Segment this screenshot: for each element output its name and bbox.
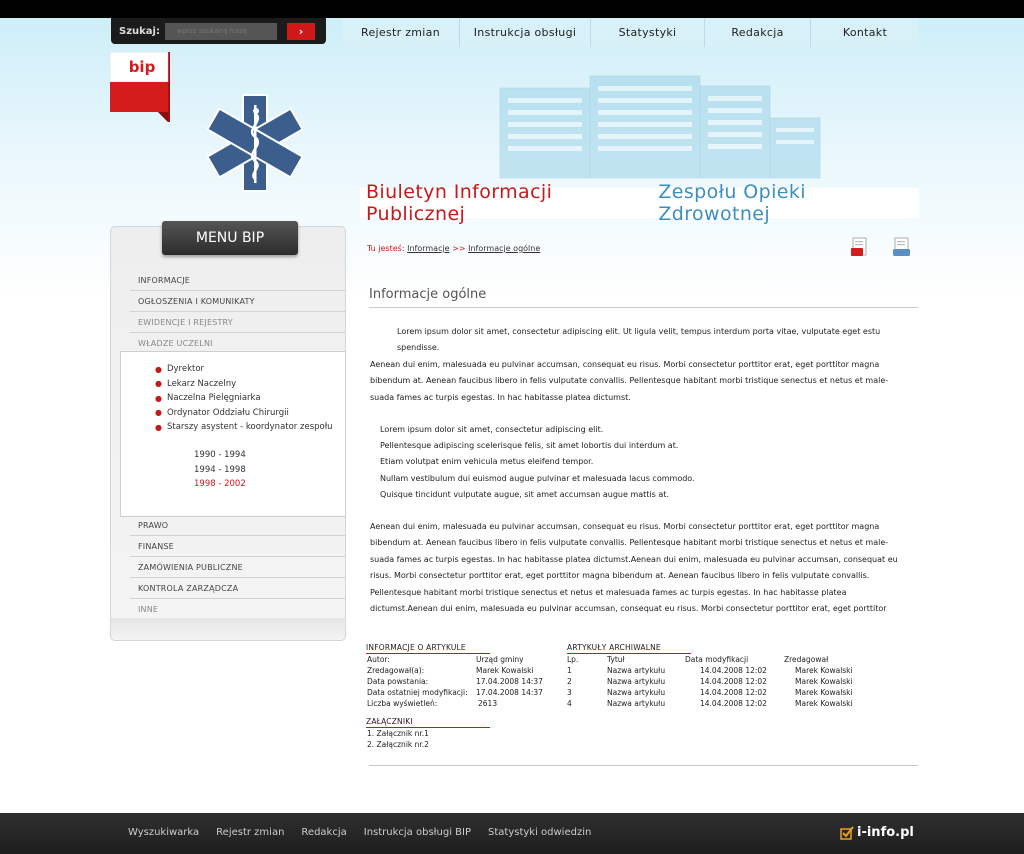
archive-header-lp: Lp. bbox=[567, 655, 579, 664]
info-value-data-modyfikacji: 17.04.2008 14:37 bbox=[476, 688, 543, 697]
menu-header: MENU BIP bbox=[162, 221, 298, 255]
breadcrumb bbox=[367, 244, 540, 253]
attachment-link[interactable]: 2. Załącznik nr.2 bbox=[367, 740, 429, 749]
footer-brand-text: i-info.pl bbox=[857, 825, 914, 840]
archive-cell-author: Marek Kowalski bbox=[795, 666, 853, 675]
nav-link-kontakt[interactable]: Kontakt bbox=[842, 26, 888, 39]
article-info-title: INFORMACJE O ARTYKULE bbox=[366, 643, 490, 654]
submenu-item[interactable]: ● Naczelna Pielęgniarka bbox=[155, 393, 261, 404]
sidebar-item-prawo[interactable]: PRAWO bbox=[130, 515, 346, 536]
year-range-item-active[interactable]: 1998 - 2002 bbox=[194, 479, 246, 489]
info-value-data-powstania: 17.04.2008 14:37 bbox=[476, 677, 543, 686]
archive-header-zredagowal: Zredagował bbox=[784, 655, 829, 664]
attachments-title: ZAŁĄCZNIKI bbox=[366, 717, 490, 728]
search-bar bbox=[111, 18, 326, 44]
footer-link-wyszukiwarka[interactable]: Wyszukiwarka bbox=[128, 827, 200, 838]
paragraph-1-first: Lorem ipsum dolor sit amet, consectetur adipiscing elit. Ut ligula velit, tempus interdum porta vitae, vulputate eget estu spendisse. bbox=[397, 327, 881, 353]
breadcrumb-label: Tu jesteś: bbox=[367, 244, 405, 253]
archive-cell-lp: 4 bbox=[567, 699, 572, 708]
archive-cell-title-link[interactable]: Nazwa artykułu bbox=[607, 688, 666, 697]
bip-logo-text: bip bbox=[128, 58, 156, 76]
footer-link-instrukcja[interactable]: Instrukcja obsługi BIP bbox=[363, 827, 471, 838]
archive-cell-author: Marek Kowalski bbox=[795, 699, 853, 708]
archive-cell-date: 14.04.2008 12:02 bbox=[700, 677, 767, 686]
search-input[interactable] bbox=[165, 23, 277, 40]
chevron-right-icon: › bbox=[298, 24, 304, 38]
content-divider bbox=[369, 765, 918, 766]
content-list-item: Pellentesque adipiscing scelerisque felis, sit amet lobortis dui interdum at. bbox=[380, 441, 679, 451]
archive-cell-author: Marek Kowalski bbox=[795, 677, 853, 686]
info-label-autor: Autor: bbox=[367, 655, 390, 664]
archive-cell-date: 14.04.2008 12:02 bbox=[700, 666, 767, 675]
search-submit-button[interactable] bbox=[287, 23, 315, 40]
footer-link-redakcja[interactable]: Redakcja bbox=[301, 827, 347, 838]
section-title: Informacje ogólne bbox=[369, 287, 918, 308]
year-range-item[interactable]: 1990 - 1994 bbox=[194, 450, 246, 460]
info-label-data-modyfikacji: Data ostatniej modyfikacji: bbox=[367, 688, 468, 697]
archive-cell-title-link[interactable]: Nazwa artykułu bbox=[607, 666, 666, 675]
archive-header-data: Data modyfikacji bbox=[685, 655, 749, 664]
info-label-wyswietlenia: Liczba wyświetleń: bbox=[367, 699, 438, 708]
info-value-zredagowal: Marek Kowalski bbox=[476, 666, 534, 675]
sidebar-menu bbox=[110, 226, 346, 641]
archive-cell-title-link[interactable]: Nazwa artykułu bbox=[607, 699, 666, 708]
search-label: Szukaj: bbox=[119, 25, 160, 37]
archive-cell-lp: 2 bbox=[567, 677, 572, 686]
years-list bbox=[194, 450, 246, 494]
archive-cell-lp: 1 bbox=[567, 666, 572, 675]
title-part-2: Zespołu Opieki Zdrowotnej bbox=[658, 181, 806, 225]
footer-link-statystyki[interactable]: Statystyki odwiedzin bbox=[488, 827, 592, 838]
submenu-wladze bbox=[120, 351, 346, 517]
sidebar-item-wladze[interactable]: WŁADZE UCZELNI bbox=[138, 339, 213, 348]
year-range-item[interactable]: 1994 - 1998 bbox=[194, 464, 246, 475]
content-list-item: Lorem ipsum dolor sit amet, consectetur adipiscing elit. bbox=[380, 425, 604, 434]
attachment-link[interactable]: 1. Załącznik nr.1 bbox=[367, 729, 429, 738]
star-of-life-logo bbox=[205, 93, 305, 193]
footer bbox=[0, 813, 1024, 854]
paragraph-1-rest: Aenean dui enim, malesuada eu pulvinar accumsan, consequat eu risus. Morbi consectetur porttitor erat, eget porttitor magna bibendum at. Aenean faucibus libero in felis vulputate convallis. Pellentesque habitant morbi tristique senectus et netus et male-suada fames ac turpis egestas. In hac habitasse platea dictumst. bbox=[370, 359, 889, 402]
archive-cell-date: 14.04.2008 12:02 bbox=[700, 688, 767, 697]
bullet-icon: ● bbox=[155, 393, 162, 403]
archive-cell-title-link[interactable]: Nazwa artykułu bbox=[607, 677, 666, 686]
nav-link-rejestr-zmian[interactable]: Rejestr zmian bbox=[342, 18, 460, 47]
checkbox-check-icon bbox=[840, 826, 854, 840]
submenu-item[interactable]: ● Starszy asystent - koordynator zespołu bbox=[155, 422, 333, 433]
archive-title: ARTYKUŁY ARCHIWALNE bbox=[567, 643, 691, 654]
print-icon[interactable] bbox=[892, 237, 912, 259]
archive-cell-author: Marek Kowalski bbox=[795, 688, 853, 697]
info-label-zredagowal: Zredagował(a): bbox=[367, 666, 425, 675]
breadcrumb-link-informacje[interactable]: Informacje bbox=[407, 244, 450, 253]
sidebar-item-kontrola[interactable]: KONTROLA ZARZĄDCZA bbox=[130, 578, 346, 599]
archive-cell-date: 14.04.2008 12:02 bbox=[700, 699, 767, 708]
info-value-autor: Urząd gminy bbox=[476, 655, 524, 664]
nav-link-instrukcja[interactable]: Instrukcja obsługi bbox=[460, 18, 591, 47]
footer-links bbox=[128, 827, 591, 838]
bullet-icon: ● bbox=[155, 364, 162, 374]
submenu-item[interactable]: ● Lekarz Naczelny bbox=[155, 378, 237, 389]
menu-list-top bbox=[130, 270, 346, 354]
sidebar-item-informacje[interactable]: INFORMACJE bbox=[130, 270, 346, 291]
sidebar-item-finanse[interactable]: FINANSE bbox=[130, 536, 346, 557]
sidebar-item-ogloszenia[interactable]: OGŁOSZENIA I KOMUNIKATY bbox=[130, 291, 346, 312]
archive-header-tytul: Tytuł bbox=[607, 655, 625, 664]
sidebar-item-inne[interactable]: INNE bbox=[138, 605, 159, 614]
bullet-icon: ● bbox=[155, 379, 162, 389]
footer-brand[interactable] bbox=[840, 825, 914, 840]
building-illustration bbox=[440, 58, 860, 188]
sidebar-item-zamowienia[interactable]: ZAMÓWIENIA PUBLICZNE bbox=[130, 557, 346, 578]
archive-cell-lp: 3 bbox=[567, 688, 572, 697]
content-paragraph-2: Aenean dui enim, malesuada eu pulvinar accumsan, consequat eu risus. Morbi consectetur porttitor erat, eget porttitor magna bibendum at. Aenean faucibus libero in felis vulputate convallis. Pellentesque habitant morbi tristique senectus et netus et male-suada fames ac turpis egestas. In hac habitasse platea dictumst.Aenean dui enim, malesuada eu pulvinar accumsan, consequat eu risus. Morbi consectetur porttitor erat, eget porttitor magna bibendum at. Aenean faucibus libero in felis vulputate convallis. Pellentesque habitant morbi tristique senectus et netus et malesuada fames ac turpis egestas. In hac habitasse platea dictumst.Aenean dui enim, malesuada eu pulvinar accumsan, consequat eu risus. Morbi consectetur porttitor erat, eget porttitor bbox=[370, 522, 898, 614]
content-paragraph-1 bbox=[370, 324, 905, 406]
top-navigation bbox=[342, 18, 919, 47]
info-label-data-powstania: Data powstania: bbox=[367, 677, 429, 686]
content-list bbox=[380, 422, 695, 503]
nav-link-statystyki[interactable]: Statystyki bbox=[591, 18, 705, 47]
content-list-item: Etiam volutpat enim vehicula metus eleifend tempor. bbox=[380, 457, 594, 467]
pdf-icon[interactable] bbox=[850, 237, 870, 259]
title-part-1: Biuletyn Informacji Publicznej bbox=[366, 181, 553, 225]
sidebar-footer bbox=[111, 618, 345, 640]
content-list-item: Nullam vestibulum dui euismod augue pulvinar et malesuada lacus commodo. bbox=[380, 473, 695, 483]
submenu-item[interactable]: ● Ordynator Oddziału Chirurgii bbox=[155, 407, 289, 418]
bullet-icon: ● bbox=[155, 408, 162, 418]
content-list-item: Quisque tincidunt vulputate augue, sit amet accumsan augue mattis at. bbox=[380, 489, 669, 499]
info-value-wyswietlenia: 2613 bbox=[478, 699, 498, 708]
submenu-item[interactable]: ● Dyrektor bbox=[155, 364, 205, 375]
submenu-list bbox=[155, 362, 333, 435]
breadcrumb-separator: >> bbox=[452, 244, 466, 253]
nav-link-redakcja[interactable]: Redakcja bbox=[705, 18, 811, 47]
breadcrumb-link-informacje-ogolne[interactable]: Informacje ogólne bbox=[468, 244, 541, 253]
sidebar-item-ewidencje[interactable]: EWIDENCJE I REJESTRY bbox=[130, 312, 346, 333]
menu-list-bottom bbox=[130, 515, 346, 620]
bip-logo[interactable] bbox=[110, 52, 172, 122]
bullet-icon: ● bbox=[155, 422, 162, 432]
page-title bbox=[360, 181, 919, 225]
footer-link-rejestr-zmian[interactable]: Rejestr zmian bbox=[216, 827, 285, 838]
